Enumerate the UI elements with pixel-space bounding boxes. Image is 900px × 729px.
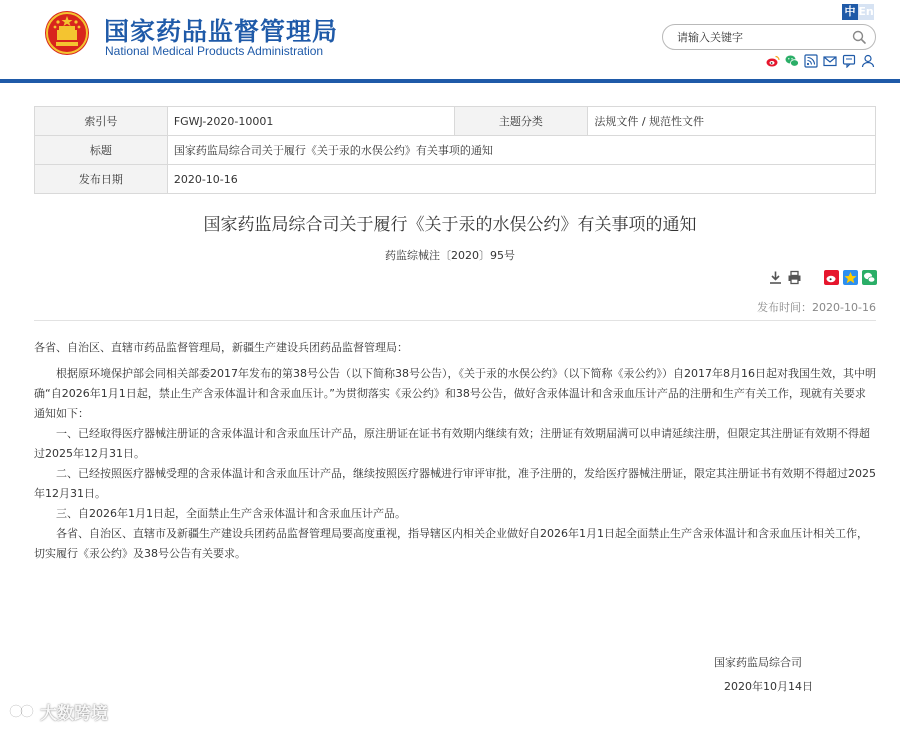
meta-row [35, 136, 876, 165]
meta-label-title: 标题 [35, 136, 168, 165]
rss-icon[interactable] [804, 54, 818, 68]
article-title: 国家药监局综合司关于履行《关于汞的水俣公约》有关事项的通知 [203, 215, 697, 235]
lang-en-button[interactable]: En [858, 5, 874, 18]
weibo-icon[interactable] [766, 54, 780, 68]
header-share-icons [766, 54, 875, 68]
meta-label-index: 索引号 [35, 107, 168, 136]
mail-icon[interactable] [823, 54, 837, 68]
article-divider [34, 320, 876, 321]
search-box [662, 24, 876, 50]
share-wechat-icon[interactable] [862, 270, 877, 285]
site-title-cn[interactable]: 国家药品监督管理局 [104, 17, 339, 46]
print-icon[interactable] [787, 270, 802, 285]
document-number: 药监综械注〔2020〕95号 [385, 249, 515, 262]
meta-label-category: 主题分类 [454, 107, 588, 136]
search-input[interactable] [677, 28, 837, 46]
article-paragraph: 三、自2026年1月1日起，全面禁止生产含汞体温计和含汞血压计产品。 [56, 507, 406, 520]
publish-time: 发布时间：2020-10-16 [757, 301, 876, 314]
signature-issuer: 国家药监局综合司 [714, 656, 802, 669]
document-meta-table [34, 106, 876, 194]
signature-date: 2020年10月14日 [724, 680, 813, 693]
article-salutation: 各省、自治区、直辖市药品监督管理局，新疆生产建设兵团药品监督管理局： [34, 341, 408, 354]
site-header [0, 0, 900, 80]
lang-cn-button[interactable]: 中 [842, 4, 858, 20]
language-switch [842, 4, 874, 20]
header-divider [0, 79, 900, 83]
meta-value-category: 法规文件 / 规范性文件 [588, 107, 876, 136]
meta-value-index: FGWJ-2020-10001 [167, 107, 454, 136]
user-icon[interactable] [861, 54, 875, 68]
search-icon[interactable] [851, 29, 867, 45]
share-weibo-icon[interactable] [824, 270, 839, 285]
article-tools [768, 270, 877, 286]
meta-row [35, 107, 876, 136]
watermark-logo-icon [8, 701, 36, 721]
national-emblem-icon [44, 10, 90, 56]
message-icon[interactable] [842, 54, 856, 68]
article-paragraph: 一、已经取得医疗器械注册证的含汞体温计和含汞血压计产品，原注册证在证书有效期内继续有效；注册证有效期届满可以申请延续注册，但限定其注册证有效期不得超过2025年12月31日。 [34, 427, 870, 460]
article-paragraph: 各省、自治区、直辖市及新疆生产建设兵团药品监督管理局要高度重视，指导辖区内相关企业做好自2026年1月1日起全面禁止生产含汞体温计和含汞血压计相关工作，切实履行《汞公约》及38号公告有关要求。 [34, 527, 868, 560]
site-title-en[interactable]: National Medical Products Administration [105, 44, 324, 58]
article-body [34, 338, 876, 564]
meta-value-title: 国家药监局综合司关于履行《关于汞的水俣公约》有关事项的通知 [167, 136, 875, 165]
article-paragraph: 根据原环境保护部会同相关部委2017年发布的第38号公告（以下简称38号公告），《关于汞的水俣公约》（以下简称《汞公约》）自2017年8月16日起对我国生效，其中明确“自2026年1月1日起，禁止生产含汞体温计和含汞血压计。”为贯彻落实《汞公约》和38号公告，做好含汞体温计和含汞血压计产品的注册和生产有关工作，现就有关要求通知如下： [34, 367, 876, 420]
watermark-text: 大数跨境 [40, 703, 108, 724]
meta-row [35, 165, 876, 194]
download-icon[interactable] [768, 270, 783, 285]
watermark [8, 700, 108, 722]
meta-value-date: 2020-10-16 [167, 165, 875, 194]
share-qzone-icon[interactable] [843, 270, 858, 285]
meta-label-date: 发布日期 [35, 165, 168, 194]
wechat-icon[interactable] [785, 54, 799, 68]
article-paragraph: 二、已经按照医疗器械受理的含汞体温计和含汞血压计产品，继续按照医疗器械进行审评审批，准予注册的，发给医疗器械注册证，限定其注册证书有效期不得超过2025年12月31日。 [34, 467, 876, 500]
